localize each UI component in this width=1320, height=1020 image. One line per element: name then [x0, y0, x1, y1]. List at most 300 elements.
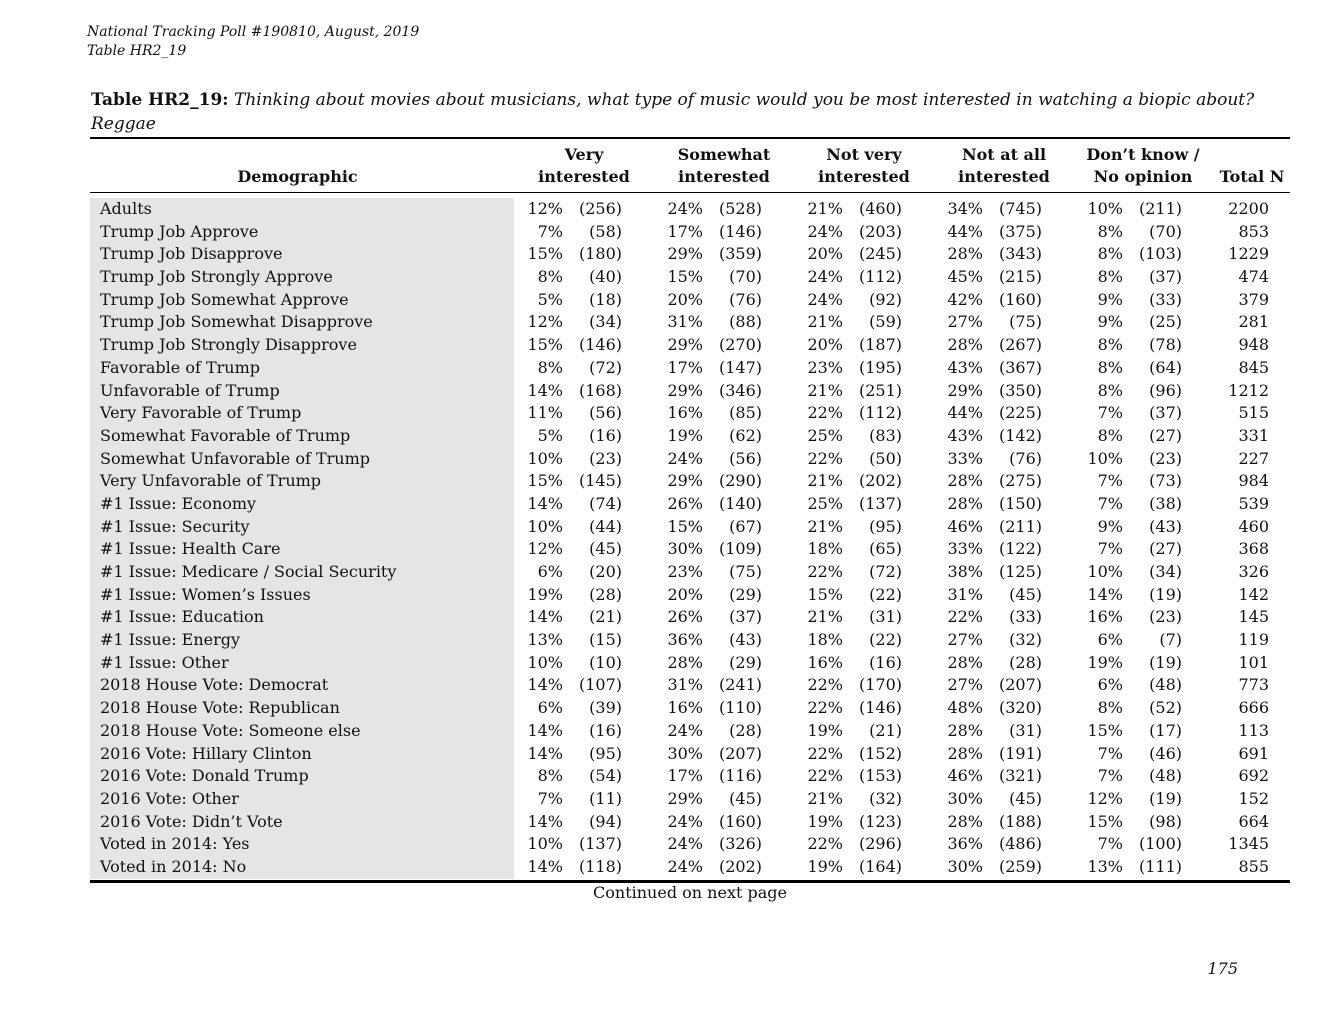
- total-n: 515: [1238, 403, 1269, 423]
- total-n: 845: [1238, 357, 1269, 377]
- total-n: 152: [1238, 788, 1269, 808]
- somewhat-interested-n: (76): [729, 289, 762, 309]
- dont-know-pct: 15%: [1087, 811, 1123, 831]
- not-very-interested-n: (195): [858, 357, 902, 377]
- not-at-all-interested-n: (75): [1009, 312, 1042, 332]
- very-interested-pct: 10%: [527, 652, 563, 672]
- total-n: 855: [1238, 856, 1269, 876]
- very-interested-n: (72): [589, 357, 622, 377]
- not-at-all-interested-n: (45): [1009, 788, 1042, 808]
- table-row: [90, 243, 1290, 266]
- dont-know-n: (7): [1159, 630, 1182, 650]
- column-header-very-interested-label: Very interested: [538, 145, 630, 186]
- somewhat-interested-n: (88): [729, 312, 762, 332]
- somewhat-interested-n: (62): [729, 425, 762, 445]
- total-n: 101: [1238, 652, 1269, 672]
- not-very-interested-n: (170): [858, 675, 902, 695]
- somewhat-interested-pct: 31%: [667, 312, 703, 332]
- not-very-interested-n: (65): [869, 539, 902, 559]
- somewhat-interested-n: (29): [729, 584, 762, 604]
- total-n: 227: [1238, 448, 1269, 468]
- very-interested-pct: 14%: [527, 675, 563, 695]
- dont-know-n: (73): [1149, 471, 1182, 491]
- table-row: [90, 448, 1290, 471]
- somewhat-interested-pct: 24%: [667, 448, 703, 468]
- table-row: [90, 788, 1290, 811]
- somewhat-interested-n: (28): [729, 720, 762, 740]
- very-interested-n: (39): [589, 698, 622, 718]
- total-n: 326: [1238, 562, 1269, 581]
- dont-know-n: (27): [1149, 425, 1182, 445]
- somewhat-interested-n: (56): [729, 448, 762, 468]
- total-n: 773: [1238, 675, 1269, 695]
- table-row: [90, 289, 1290, 312]
- not-very-interested-pct: 19%: [807, 811, 843, 831]
- column-header-total-n: [1212, 144, 1292, 188]
- somewhat-interested-pct: 17%: [667, 357, 703, 377]
- somewhat-interested-n: (67): [729, 516, 762, 536]
- somewhat-interested-n: (110): [718, 698, 762, 718]
- not-very-interested-n: (95): [869, 516, 902, 536]
- not-very-interested-pct: 21%: [807, 516, 843, 536]
- column-header-dont-know-line2: No opinion: [1093, 167, 1193, 186]
- very-interested-n: (256): [578, 199, 622, 218]
- not-very-interested-n: (50): [869, 448, 902, 468]
- total-n: 1212: [1228, 380, 1269, 400]
- not-very-interested-pct: 22%: [807, 743, 843, 763]
- very-interested-pct: 11%: [527, 403, 563, 423]
- table-row: [90, 720, 1290, 743]
- very-interested-n: (56): [589, 403, 622, 423]
- total-n: 281: [1238, 312, 1269, 332]
- not-at-all-interested-n: (267): [998, 335, 1042, 355]
- total-n: 1229: [1228, 244, 1269, 264]
- header-rule: [90, 192, 1290, 193]
- caption-label: Table HR2_19:: [91, 90, 229, 110]
- row-label: 2016 Vote: Didn’t Vote: [100, 811, 283, 831]
- total-n: 853: [1238, 221, 1269, 241]
- somewhat-interested-n: (160): [718, 811, 762, 831]
- very-interested-pct: 7%: [537, 788, 563, 808]
- somewhat-interested-n: (140): [718, 493, 762, 513]
- very-interested-pct: 14%: [527, 856, 563, 876]
- very-interested-n: (15): [589, 630, 622, 650]
- not-at-all-interested-n: (142): [998, 425, 1042, 445]
- not-at-all-interested-n: (343): [998, 244, 1042, 264]
- table-row: [90, 425, 1290, 448]
- not-very-interested-pct: 21%: [807, 199, 843, 218]
- dont-know-n: (48): [1149, 675, 1182, 695]
- dont-know-n: (38): [1149, 493, 1182, 513]
- row-label: Somewhat Unfavorable of Trump: [100, 448, 370, 468]
- not-very-interested-n: (245): [858, 244, 902, 264]
- not-at-all-interested-pct: 48%: [947, 698, 983, 718]
- row-label: Trump Job Strongly Approve: [100, 267, 333, 287]
- somewhat-interested-n: (146): [718, 221, 762, 241]
- very-interested-pct: 14%: [527, 811, 563, 831]
- very-interested-n: (10): [589, 652, 622, 672]
- table-id: Table HR2_19: [87, 43, 187, 59]
- dont-know-n: (19): [1149, 652, 1182, 672]
- not-very-interested-pct: 18%: [807, 630, 843, 650]
- total-n: 691: [1238, 743, 1269, 763]
- somewhat-interested-pct: 29%: [667, 380, 703, 400]
- somewhat-interested-n: (202): [718, 856, 762, 876]
- not-very-interested-pct: 21%: [807, 471, 843, 491]
- total-n: 664: [1238, 811, 1269, 831]
- column-header-not-at-all-line2: interested: [958, 167, 1050, 186]
- somewhat-interested-n: (43): [729, 630, 762, 650]
- not-at-all-interested-n: (225): [998, 403, 1042, 423]
- not-at-all-interested-n: (350): [998, 380, 1042, 400]
- total-n: 692: [1238, 766, 1269, 786]
- caption-subtitle: Reggae: [91, 114, 156, 134]
- column-header-somewhat-interested: [660, 144, 788, 188]
- not-very-interested-n: (22): [869, 584, 902, 604]
- total-n: 119: [1238, 630, 1269, 650]
- dont-know-pct: 8%: [1097, 425, 1123, 445]
- not-at-all-interested-n: (31): [1009, 720, 1042, 740]
- table-row: [90, 266, 1290, 289]
- not-at-all-interested-pct: 30%: [947, 788, 983, 808]
- not-at-all-interested-pct: 28%: [947, 743, 983, 763]
- dont-know-n: (19): [1149, 584, 1182, 604]
- not-very-interested-pct: 21%: [807, 788, 843, 808]
- table-row: [90, 334, 1290, 357]
- very-interested-pct: 15%: [527, 244, 563, 264]
- not-at-all-interested-pct: 27%: [947, 630, 983, 650]
- dont-know-n: (96): [1149, 380, 1182, 400]
- total-n: 368: [1238, 539, 1269, 559]
- table-row: [90, 561, 1290, 584]
- very-interested-n: (16): [589, 425, 622, 445]
- somewhat-interested-pct: 16%: [667, 698, 703, 718]
- dont-know-pct: 10%: [1087, 448, 1123, 468]
- somewhat-interested-pct: 15%: [667, 267, 703, 287]
- somewhat-interested-pct: 15%: [667, 516, 703, 536]
- very-interested-pct: 13%: [527, 630, 563, 650]
- not-at-all-interested-n: (367): [998, 357, 1042, 377]
- row-label: 2016 Vote: Hillary Clinton: [100, 743, 312, 763]
- very-interested-pct: 14%: [527, 380, 563, 400]
- not-at-all-interested-pct: 31%: [947, 584, 983, 604]
- very-interested-pct: 12%: [527, 199, 563, 218]
- not-at-all-interested-pct: 28%: [947, 652, 983, 672]
- total-n: 379: [1238, 289, 1269, 309]
- not-at-all-interested-n: (745): [998, 199, 1042, 218]
- total-n: 142: [1238, 584, 1269, 604]
- row-label: Very Unfavorable of Trump: [100, 471, 322, 491]
- somewhat-interested-pct: 23%: [667, 562, 703, 581]
- very-interested-n: (118): [578, 856, 622, 876]
- row-label: Unfavorable of Trump: [100, 380, 280, 400]
- page-number: 175: [1207, 959, 1238, 978]
- not-very-interested-pct: 18%: [807, 539, 843, 559]
- not-very-interested-pct: 23%: [807, 357, 843, 377]
- somewhat-interested-n: (326): [718, 834, 762, 854]
- not-very-interested-n: (72): [869, 562, 902, 581]
- dont-know-pct: 14%: [1087, 584, 1123, 604]
- not-very-interested-pct: 19%: [807, 856, 843, 876]
- somewhat-interested-pct: 28%: [667, 652, 703, 672]
- row-label: Adults: [100, 199, 152, 218]
- not-very-interested-n: (152): [858, 743, 902, 763]
- dont-know-n: (37): [1149, 267, 1182, 287]
- somewhat-interested-pct: 31%: [667, 675, 703, 695]
- dont-know-pct: 8%: [1097, 698, 1123, 718]
- dont-know-n: (100): [1138, 834, 1182, 854]
- table-row: [90, 198, 1290, 221]
- not-very-interested-n: (59): [869, 312, 902, 332]
- somewhat-interested-pct: 24%: [667, 811, 703, 831]
- very-interested-n: (146): [578, 335, 622, 355]
- not-very-interested-n: (296): [858, 834, 902, 854]
- very-interested-pct: 5%: [537, 425, 563, 445]
- very-interested-pct: 6%: [537, 698, 563, 718]
- somewhat-interested-n: (116): [718, 766, 762, 786]
- not-very-interested-pct: 19%: [807, 720, 843, 740]
- very-interested-pct: 8%: [537, 267, 563, 287]
- very-interested-n: (34): [589, 312, 622, 332]
- not-at-all-interested-n: (33): [1009, 607, 1042, 627]
- row-label: 2016 Vote: Other: [100, 788, 239, 808]
- not-very-interested-n: (22): [869, 630, 902, 650]
- not-very-interested-pct: 22%: [807, 675, 843, 695]
- table-caption: [91, 89, 1291, 135]
- column-header-somewhat-line1: Somewhat: [677, 145, 771, 164]
- not-at-all-interested-pct: 42%: [947, 289, 983, 309]
- not-very-interested-pct: 20%: [807, 335, 843, 355]
- very-interested-pct: 19%: [527, 584, 563, 604]
- not-at-all-interested-n: (207): [998, 675, 1042, 695]
- somewhat-interested-n: (346): [718, 380, 762, 400]
- not-very-interested-pct: 25%: [807, 493, 843, 513]
- not-at-all-interested-pct: 29%: [947, 380, 983, 400]
- somewhat-interested-pct: 30%: [667, 539, 703, 559]
- dont-know-n: (23): [1149, 448, 1182, 468]
- column-header-not-very-line1: Not very: [826, 145, 902, 164]
- table-row: [90, 606, 1290, 629]
- total-n: 460: [1238, 516, 1269, 536]
- somewhat-interested-pct: 29%: [667, 471, 703, 491]
- not-very-interested-n: (153): [858, 766, 902, 786]
- somewhat-interested-pct: 29%: [667, 788, 703, 808]
- table-row: [90, 765, 1290, 788]
- table-row: [90, 811, 1290, 834]
- not-at-all-interested-pct: 43%: [947, 357, 983, 377]
- somewhat-interested-n: (109): [718, 539, 762, 559]
- caption-question: Thinking about movies about musicians, what type of music would you be most interested in watching a biopic about?: [233, 90, 1255, 110]
- not-at-all-interested-pct: 44%: [947, 403, 983, 423]
- very-interested-n: (28): [589, 584, 622, 604]
- table-row: [90, 652, 1290, 675]
- total-n: 145: [1238, 607, 1269, 627]
- not-at-all-interested-n: (215): [998, 267, 1042, 287]
- somewhat-interested-pct: 20%: [667, 584, 703, 604]
- not-very-interested-n: (137): [858, 493, 902, 513]
- not-at-all-interested-pct: 30%: [947, 856, 983, 876]
- not-very-interested-n: (164): [858, 856, 902, 876]
- not-at-all-interested-n: (486): [998, 834, 1042, 854]
- column-header-dont-know: [1078, 144, 1208, 188]
- not-at-all-interested-n: (191): [998, 743, 1042, 763]
- table-row: [90, 221, 1290, 244]
- somewhat-interested-pct: 36%: [667, 630, 703, 650]
- dont-know-pct: 9%: [1097, 289, 1123, 309]
- not-very-interested-n: (92): [869, 289, 902, 309]
- somewhat-interested-pct: 29%: [667, 335, 703, 355]
- column-header-dont-know-line1: Don’t know /: [1086, 145, 1200, 164]
- dont-know-n: (43): [1149, 516, 1182, 536]
- not-at-all-interested-n: (76): [1009, 448, 1042, 468]
- not-very-interested-n: (187): [858, 335, 902, 355]
- column-header-demographic-label: Demographic: [237, 167, 358, 186]
- very-interested-pct: 7%: [537, 221, 563, 241]
- not-at-all-interested-n: (188): [998, 811, 1042, 831]
- total-n: 331: [1238, 425, 1269, 445]
- table-row: [90, 493, 1290, 516]
- not-at-all-interested-n: (375): [998, 221, 1042, 241]
- table-row: [90, 470, 1290, 493]
- not-at-all-interested-n: (259): [998, 856, 1042, 876]
- column-header-not-very-interested: [800, 144, 928, 188]
- table-row: [90, 833, 1290, 856]
- very-interested-pct: 10%: [527, 448, 563, 468]
- dont-know-n: (27): [1149, 539, 1182, 559]
- very-interested-n: (107): [578, 675, 622, 695]
- row-label: 2018 House Vote: Democrat: [100, 675, 329, 695]
- very-interested-n: (18): [589, 289, 622, 309]
- table-row: [90, 584, 1290, 607]
- not-at-all-interested-n: (211): [998, 516, 1042, 536]
- very-interested-n: (23): [589, 448, 622, 468]
- somewhat-interested-pct: 29%: [667, 244, 703, 264]
- total-n: 539: [1238, 493, 1269, 513]
- not-at-all-interested-pct: 28%: [947, 720, 983, 740]
- total-n: 113: [1238, 720, 1269, 740]
- somewhat-interested-pct: 16%: [667, 403, 703, 423]
- dont-know-pct: 7%: [1097, 493, 1123, 513]
- somewhat-interested-pct: 24%: [667, 720, 703, 740]
- somewhat-interested-n: (45): [729, 788, 762, 808]
- somewhat-interested-pct: 24%: [667, 856, 703, 876]
- very-interested-pct: 8%: [537, 766, 563, 786]
- dont-know-n: (19): [1149, 788, 1182, 808]
- table-row: [90, 516, 1290, 539]
- dont-know-pct: 7%: [1097, 403, 1123, 423]
- row-label: Voted in 2014: Yes: [100, 834, 250, 854]
- somewhat-interested-pct: 24%: [667, 834, 703, 854]
- not-very-interested-pct: 22%: [807, 403, 843, 423]
- not-very-interested-n: (16): [869, 652, 902, 672]
- row-label: Voted in 2014: No: [100, 856, 247, 876]
- dont-know-n: (25): [1149, 312, 1182, 332]
- not-at-all-interested-pct: 34%: [947, 199, 983, 218]
- row-label: Very Favorable of Trump: [100, 403, 302, 423]
- very-interested-n: (54): [589, 766, 622, 786]
- not-very-interested-pct: 22%: [807, 834, 843, 854]
- dont-know-pct: 8%: [1097, 267, 1123, 287]
- somewhat-interested-n: (290): [718, 471, 762, 491]
- row-label: #1 Issue: Security: [100, 516, 250, 536]
- very-interested-pct: 8%: [537, 357, 563, 377]
- somewhat-interested-pct: 26%: [667, 493, 703, 513]
- dont-know-n: (48): [1149, 766, 1182, 786]
- row-label: #1 Issue: Other: [100, 652, 229, 672]
- table-row: [90, 311, 1290, 334]
- dont-know-pct: 8%: [1097, 221, 1123, 241]
- column-header-not-very-line2: interested: [818, 167, 910, 186]
- very-interested-pct: 14%: [527, 493, 563, 513]
- dont-know-n: (52): [1149, 698, 1182, 718]
- not-at-all-interested-pct: 38%: [947, 562, 983, 581]
- not-very-interested-pct: 25%: [807, 425, 843, 445]
- dont-know-n: (111): [1138, 856, 1182, 876]
- not-at-all-interested-n: (122): [998, 539, 1042, 559]
- table-body: [90, 198, 1290, 879]
- dont-know-n: (103): [1138, 244, 1182, 264]
- somewhat-interested-pct: 30%: [667, 743, 703, 763]
- total-n: 984: [1238, 471, 1269, 491]
- not-very-interested-pct: 20%: [807, 244, 843, 264]
- very-interested-pct: 14%: [527, 607, 563, 627]
- dont-know-pct: 6%: [1097, 675, 1123, 695]
- not-at-all-interested-pct: 22%: [947, 607, 983, 627]
- dont-know-pct: 7%: [1097, 834, 1123, 854]
- table-row: [90, 697, 1290, 720]
- not-at-all-interested-n: (125): [998, 562, 1042, 581]
- not-at-all-interested-pct: 27%: [947, 675, 983, 695]
- column-header-not-at-all-line1: Not at all: [961, 145, 1047, 164]
- not-very-interested-pct: 24%: [807, 267, 843, 287]
- dont-know-pct: 7%: [1097, 766, 1123, 786]
- dont-know-pct: 8%: [1097, 357, 1123, 377]
- not-at-all-interested-pct: 33%: [947, 448, 983, 468]
- not-very-interested-pct: 16%: [807, 652, 843, 672]
- row-label: Somewhat Favorable of Trump: [100, 425, 351, 445]
- very-interested-pct: 12%: [527, 312, 563, 332]
- table-row: [90, 538, 1290, 561]
- not-very-interested-n: (112): [858, 403, 902, 423]
- not-at-all-interested-pct: 28%: [947, 471, 983, 491]
- very-interested-pct: 15%: [527, 471, 563, 491]
- not-very-interested-n: (203): [858, 221, 902, 241]
- very-interested-pct: 14%: [527, 720, 563, 740]
- dont-know-pct: 9%: [1097, 312, 1123, 332]
- dont-know-n: (98): [1149, 811, 1182, 831]
- very-interested-pct: 10%: [527, 834, 563, 854]
- total-n: 1345: [1228, 834, 1269, 854]
- very-interested-n: (58): [589, 221, 622, 241]
- somewhat-interested-pct: 26%: [667, 607, 703, 627]
- very-interested-pct: 5%: [537, 289, 563, 309]
- not-very-interested-n: (21): [869, 720, 902, 740]
- row-label: #1 Issue: Education: [100, 607, 264, 627]
- row-label: #1 Issue: Medicare / Social Security: [100, 562, 397, 581]
- not-very-interested-n: (460): [858, 199, 902, 218]
- row-label: Trump Job Approve: [100, 221, 259, 241]
- dont-know-pct: 7%: [1097, 539, 1123, 559]
- not-very-interested-pct: 22%: [807, 766, 843, 786]
- somewhat-interested-n: (207): [718, 743, 762, 763]
- not-at-all-interested-n: (275): [998, 471, 1042, 491]
- column-header-total-n-label: Total N: [1219, 167, 1285, 186]
- row-label: Favorable of Trump: [100, 357, 261, 377]
- not-very-interested-n: (83): [869, 425, 902, 445]
- row-label: #1 Issue: Economy: [100, 493, 257, 513]
- very-interested-pct: 6%: [537, 562, 563, 581]
- dont-know-n: (211): [1138, 199, 1182, 218]
